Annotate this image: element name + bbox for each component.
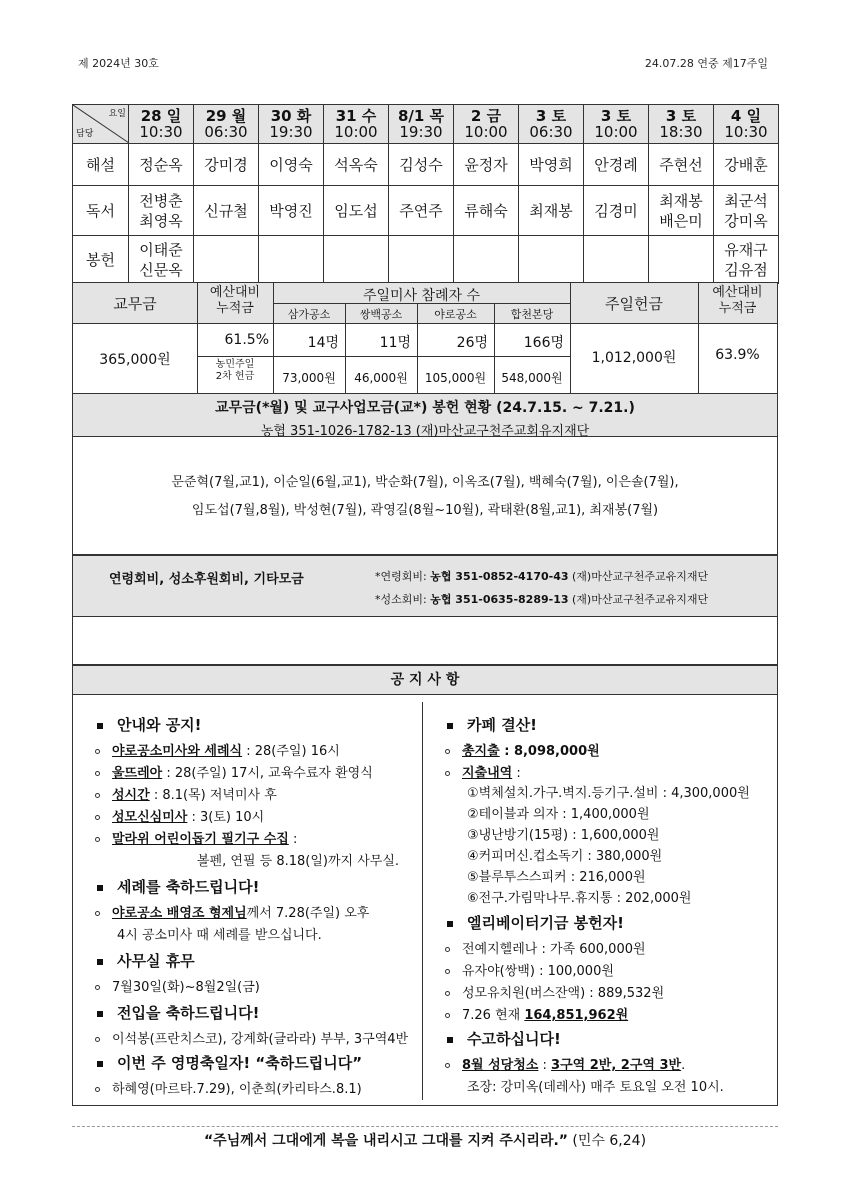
table-corner [73, 105, 129, 144]
duty-cell [649, 236, 714, 284]
duty-cell: 신규철 [194, 186, 259, 236]
mass-time: 10:00 [594, 123, 638, 141]
duty-cell: 김경미 [584, 186, 649, 236]
vocation-fee-label: *성소회비: [375, 593, 431, 606]
attendance-count: 14명 [307, 335, 339, 351]
duty-cell: 주현선 [649, 144, 714, 186]
donation-title: 교무금(*월) 및 교구사업모금(교*) 봉헌 현황 (24.7.15. ~ 7.21.) [215, 400, 635, 416]
item-key: 야로공소미사와 세례식 [112, 744, 243, 759]
item-key: 지출내역 [462, 766, 513, 781]
day-header [714, 105, 779, 144]
heading-text: 수고하십니다! [467, 1030, 561, 1048]
item-text: : [538, 1058, 552, 1073]
vocation-fee-number: 농협 351-0635-8289-13 [430, 593, 569, 606]
notice-item [445, 740, 600, 759]
sunday-offering-percent: 63.9% [715, 347, 760, 363]
bullet-circle-icon [95, 1087, 100, 1092]
duty-cell: 이영숙 [259, 144, 324, 186]
notice-heading [97, 1002, 259, 1023]
church-name: 야로공소 [434, 308, 477, 321]
notice-item [95, 806, 264, 825]
bullet-circle-icon [445, 771, 450, 776]
notice-item [95, 828, 297, 847]
church-name: 쌍백공소 [359, 308, 403, 321]
item-key: 야로공소 배영조 형제님 [112, 906, 247, 921]
budget-accum-label-2: 예산대비 누적금 [712, 285, 763, 316]
notice-item-cont: 4시 공소미사 때 세례를 받으십니다. [117, 928, 322, 943]
issue-date: 24.07.28 연중 제17주일 [644, 57, 768, 70]
item-text: : 28(주일) 16시 [242, 744, 340, 759]
bullet-circle-icon [95, 837, 100, 842]
heading-text: 안내와 공지! [117, 716, 202, 734]
memorial-fee-org: (재)마산교구천주교유지재단 [568, 570, 709, 583]
expense-item: ③냉난방기(15평) : 1,600,000원 [467, 828, 660, 843]
memorial-fee-label: *연령회비: [375, 570, 431, 583]
mass-time: 10:30 [724, 123, 768, 141]
item-text: 유자야(쌍백) : 100,000원 [462, 964, 614, 979]
heading-text: 사무실 휴무 [117, 952, 195, 970]
row-label: 독서 [73, 186, 129, 236]
memorial-fee-account [375, 568, 708, 584]
day-header [324, 105, 389, 144]
heading-text: 세례를 축하드립니다! [117, 878, 260, 896]
item-text: 께서 7.28(주일) 오후 [246, 906, 370, 921]
attendance-label: 주일미사 참례자 수 [362, 288, 481, 304]
duty-cell [324, 236, 389, 284]
attendance-count: 166명 [523, 335, 564, 351]
bullet-circle-icon [445, 991, 450, 996]
item-text: : [288, 832, 298, 847]
notice-item [95, 976, 260, 995]
item-text: : [512, 766, 521, 781]
day-header [454, 105, 519, 144]
budget-accum-label: 예산대비 누적금 [209, 285, 261, 316]
donor-line-1: 문준혁(7월,교1), 이순일(6월,교1), 박순화(7월), 이옥조(7월), 백혜숙(7월), 이은솔(7월), [171, 475, 679, 490]
duty-cell: 주연주 [389, 186, 454, 236]
farmers-sunday-label: 농민주일 2차 헌금 [215, 359, 255, 382]
bullet-circle-icon [95, 1037, 100, 1042]
farm-offering-amount: 548,000원 [501, 371, 563, 385]
day-header [649, 105, 714, 144]
mass-time: 10:30 [139, 123, 183, 141]
notice-item [445, 938, 646, 957]
day-header [519, 105, 584, 144]
bullet-square-icon [97, 723, 103, 729]
bullet-circle-icon [445, 969, 450, 974]
day-header [194, 105, 259, 144]
row-label: 해설 [73, 144, 129, 186]
mass-time: 06:30 [204, 123, 248, 141]
mass-time: 10:00 [334, 123, 378, 141]
item-text: 하혜영(마르타.7.29), 이춘희(카리타스.8.1) [112, 1082, 362, 1097]
day-header [129, 105, 194, 144]
heading-text: 카페 결산! [467, 716, 538, 734]
gyomu-amount: 365,000원 [99, 352, 171, 368]
day-label: 2 금 [470, 107, 502, 125]
notice-item [95, 784, 277, 803]
gyomu-label: 교무금 [113, 295, 157, 313]
notice-item [445, 1004, 628, 1023]
church-name: 합천본당 [510, 308, 554, 321]
other-fees-blank [72, 617, 778, 665]
duty-cell: 김성수 [389, 144, 454, 186]
item-text: 7.26 현재 [462, 1008, 525, 1023]
notice-item [95, 1028, 408, 1047]
bullet-circle-icon [95, 793, 100, 798]
issue-number: 제 2024년 30호 [78, 57, 159, 70]
expense-item: ②테이블과 의자 : 1,400,000원 [467, 807, 650, 822]
day-label: 3 토 [600, 107, 632, 125]
duty-cell: 전병춘 최영옥 [129, 186, 194, 236]
day-label: 30 화 [270, 107, 312, 125]
bullet-circle-icon [445, 1013, 450, 1018]
expense-item: ④커피머신.컵소독기 : 380,000원 [467, 849, 663, 864]
duty-cell [519, 236, 584, 284]
duty-cell: 석옥숙 [324, 144, 389, 186]
notice-heading [97, 950, 195, 971]
donor-line-2: 임도섭(7월,8월), 박성현(7월), 곽영길(8월~10월), 곽태환(8월,교1), 최재봉(7월) [191, 503, 659, 518]
item-key: 총지출 [462, 744, 500, 759]
notice-heading [97, 714, 202, 735]
bullet-square-icon [97, 885, 103, 891]
notice-item-cont: 조장: 강미옥(데레사) 매주 토요일 오전 10시. [467, 1080, 724, 1095]
farm-offering-amount: 46,000원 [354, 371, 408, 385]
day-label: 8/1 목 [397, 107, 445, 125]
mass-time: 19:30 [399, 123, 443, 141]
notice-title: 공 지 사 항 [72, 665, 778, 695]
sunday-offering-label: 주일헌금 [605, 295, 663, 313]
item-text: 이석봉(프란치스코), 강계화(글라라) 부부, 3구역4반 [112, 1032, 409, 1047]
notice-item [95, 1078, 362, 1097]
notice-item [95, 740, 340, 759]
liturgy-schedule-table [72, 104, 779, 284]
corner-weekday-label: 요일 [108, 109, 126, 119]
other-fees-title: 연령회비, 성소후원회비, 기타모금 [109, 572, 304, 587]
expense-item: ⑥전구.가림막나무.휴지통 : 202,000원 [467, 891, 692, 906]
notice-heading [97, 876, 259, 897]
mass-time: 06:30 [529, 123, 573, 141]
notice-item-cont: 볼펜, 연필 등 8.18(일)까지 사무실. [197, 854, 400, 869]
expense-item: ①벽체설치.가구.벽지.등기구.설비 : 4,300,000원 [467, 786, 750, 801]
donation-account: 농협 351-1026-1782-13 (재)마산교구천주교회유지재단 [260, 424, 590, 439]
bullet-circle-icon [445, 947, 450, 952]
duty-cell: 류해숙 [454, 186, 519, 236]
notice-heading [447, 1028, 561, 1049]
duty-cell: 정순옥 [129, 144, 194, 186]
bullet-square-icon [97, 1011, 103, 1017]
gyomu-percent: 61.5% [224, 332, 269, 348]
attendance-count: 26명 [456, 335, 488, 351]
item-key: 3구역 2반, 2구역 3반 [551, 1058, 682, 1073]
bullet-square-icon [97, 959, 103, 965]
vocation-fee-org: (재)마산교구천주교유지재단 [568, 593, 709, 606]
quote-ref: (민수 6,24) [567, 1133, 647, 1149]
donation-list [72, 437, 778, 555]
notice-item [95, 762, 373, 781]
vocation-fee-account [375, 591, 708, 607]
day-label: 3 토 [665, 107, 697, 125]
duty-cell: 유재구 김유점 [714, 236, 779, 284]
attendance-count: 11명 [379, 335, 411, 351]
other-fees-section [72, 555, 778, 617]
mass-time: 18:30 [659, 123, 703, 141]
bullet-circle-icon [95, 911, 100, 916]
duty-cell: 박영진 [259, 186, 324, 236]
item-key: 8월 성당청소 [462, 1058, 539, 1073]
item-key: 164,851,962원 [524, 1008, 629, 1023]
heading-text: 전입을 축하드립니다! [117, 1004, 260, 1022]
day-label: 3 토 [535, 107, 567, 125]
mass-time: 10:00 [464, 123, 508, 141]
duty-cell [259, 236, 324, 284]
day-label: 31 수 [335, 107, 377, 125]
bullet-circle-icon [445, 1063, 450, 1068]
item-text: 7월30일(화)~8월2일(금) [112, 980, 260, 995]
bullet-square-icon [97, 1061, 103, 1067]
notice-item [445, 1054, 685, 1073]
item-text: . [681, 1058, 686, 1073]
bullet-square-icon [447, 921, 453, 927]
memorial-fee-number: 농협 351-0852-4170-43 [430, 570, 569, 583]
farm-offering-amount: 105,000원 [424, 371, 487, 385]
item-text: 전예지헬레나 : 가족 600,000원 [462, 942, 646, 957]
bullet-circle-icon [95, 749, 100, 754]
duty-cell: 이태준 신문옥 [129, 236, 194, 284]
item-text: : 28(주일) 17시, 교육수료자 환영식 [162, 766, 373, 781]
day-label: 28 일 [140, 107, 182, 125]
day-header [389, 105, 454, 144]
day-label: 4 일 [730, 107, 762, 125]
sunday-offering-amount: 1,012,000원 [591, 350, 677, 366]
item-text: 성모유치원(버스잔액) : 889,532원 [462, 986, 665, 1001]
row-label: 봉헌 [73, 236, 129, 284]
item-key: 성모신심미사 [112, 810, 188, 825]
item-key: 말라위 어린이돕기 필기구 수집 [112, 832, 289, 847]
item-text: : 8,098,000원 [499, 744, 600, 759]
day-header [584, 105, 649, 144]
bullet-circle-icon [95, 771, 100, 776]
item-text: : 8.1(목) 저녁미사 후 [149, 788, 277, 803]
duty-cell [454, 236, 519, 284]
duty-cell [584, 236, 649, 284]
duty-cell: 박영희 [519, 144, 584, 186]
notice-item [445, 982, 664, 1001]
duty-cell: 최재봉 배은미 [649, 186, 714, 236]
day-header [259, 105, 324, 144]
quote-text: “주님께서 그대에게 복을 내리시고 그대를 지켜 주시리라.” [203, 1133, 568, 1149]
mass-time: 19:30 [269, 123, 313, 141]
heading-text: 엘리베이터기금 봉헌자! [467, 914, 624, 932]
notice-board [72, 694, 778, 1106]
duty-cell: 최군석 강미옥 [714, 186, 779, 236]
footer-divider [72, 1126, 778, 1127]
heading-text: 이번 주 영명축일자! “축하드립니다” [117, 1054, 363, 1072]
duty-cell: 강배훈 [714, 144, 779, 186]
finance-summary [72, 282, 778, 394]
day-label: 29 월 [205, 107, 247, 125]
bullet-square-icon [447, 1037, 453, 1043]
item-key: 울뜨레아 [112, 766, 163, 781]
corner-duty-label: 담당 [76, 129, 94, 139]
donation-header [72, 393, 778, 437]
duty-cell: 최재봉 [519, 186, 584, 236]
notice-heading [447, 912, 624, 933]
bullet-circle-icon [95, 985, 100, 990]
notice-item [95, 902, 369, 921]
church-name: 삼가공소 [287, 308, 331, 321]
duty-cell [194, 236, 259, 284]
item-text: : 3(토) 10시 [187, 810, 265, 825]
bullet-square-icon [447, 723, 453, 729]
duty-cell: 임도섭 [324, 186, 389, 236]
notice-heading [447, 714, 537, 735]
duty-cell: 안경례 [584, 144, 649, 186]
duty-cell: 윤정자 [454, 144, 519, 186]
bullet-circle-icon [95, 815, 100, 820]
duty-cell [389, 236, 454, 284]
bullet-circle-icon [445, 749, 450, 754]
farm-offering-amount: 73,000원 [282, 371, 336, 385]
duty-cell: 강미경 [194, 144, 259, 186]
item-key: 성시간 [112, 788, 150, 803]
notice-item [445, 762, 521, 781]
expense-item: ⑤블루투스스피커 : 216,000원 [467, 870, 646, 885]
footer-quote [72, 1130, 778, 1150]
notice-heading [97, 1052, 362, 1073]
notice-item [445, 960, 614, 979]
